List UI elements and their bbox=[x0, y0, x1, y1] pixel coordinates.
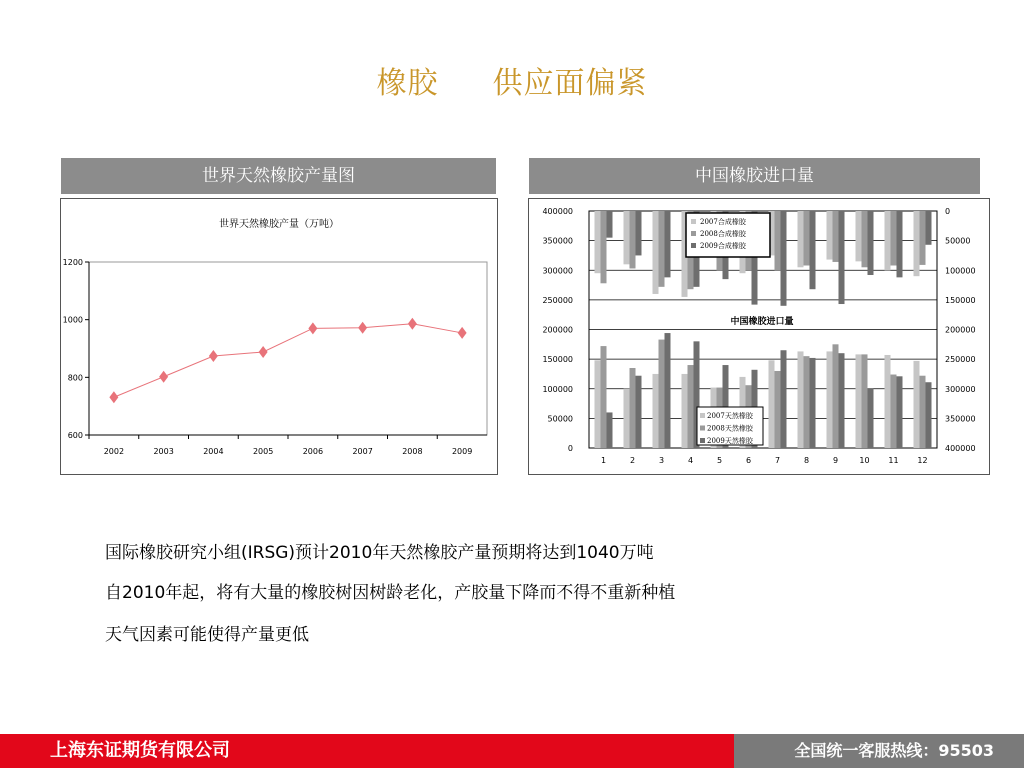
bar-chart-title: 中国橡胶进口量 bbox=[730, 317, 794, 327]
bar-x-tick-label: 1 bbox=[600, 456, 607, 465]
bar-upper-2008合成橡胶 bbox=[891, 211, 897, 266]
body-line-3: 天气因素可能使得产量更低 bbox=[105, 625, 309, 645]
world-rubber-chart bbox=[60, 198, 498, 475]
bar-lower-2008天然橡胶 bbox=[862, 354, 868, 448]
line-x-tick-label: 2008 bbox=[402, 447, 423, 456]
bar-lower-2009天然橡胶 bbox=[665, 333, 671, 448]
bar-left-tick-label: 200000 bbox=[542, 325, 573, 335]
line-y-tick-label: 1200 bbox=[62, 258, 83, 267]
bar-x-tick-label: 11 bbox=[888, 456, 899, 465]
line-y-tick-label: 600 bbox=[67, 431, 83, 440]
line-series-path bbox=[114, 324, 462, 398]
bar-upper-2007合成橡胶 bbox=[827, 211, 833, 260]
bar-left-tick-label: 0 bbox=[567, 444, 573, 453]
line-point-marker bbox=[159, 371, 168, 383]
slide-title-part2: 供应面偏紧 bbox=[492, 66, 648, 101]
bar-right-tick-label: 400000 bbox=[945, 444, 976, 453]
bar-upper-2008合成橡胶 bbox=[601, 211, 607, 283]
bar-upper-2007合成橡胶 bbox=[595, 211, 601, 273]
bar-left-tick-label: 350000 bbox=[542, 236, 573, 246]
world-rubber-line-chart bbox=[61, 199, 497, 474]
bar-right-tick-label: 150000 bbox=[945, 295, 976, 305]
bar-lower-2009天然橡胶 bbox=[607, 412, 613, 448]
bar-lower-2008天然橡胶 bbox=[833, 344, 839, 448]
bar-left-tick-label: 250000 bbox=[542, 295, 573, 305]
bar-upper-2007合成橡胶 bbox=[856, 211, 862, 261]
bar-lower-2007天然橡胶 bbox=[798, 351, 804, 448]
bar-lower-2009天然橡胶 bbox=[897, 376, 903, 448]
line-point-marker bbox=[109, 391, 118, 403]
bar-lower-2007天然橡胶 bbox=[595, 360, 601, 448]
bar-right-tick-label: 350000 bbox=[945, 414, 976, 424]
bar-lower-2009天然橡胶 bbox=[868, 389, 874, 448]
bar-right-tick-label: 50000 bbox=[945, 236, 971, 246]
bar-upper-2009合成橡胶 bbox=[926, 211, 932, 245]
bar-lower-2007天然橡胶 bbox=[653, 374, 659, 448]
body-line-1: 国际橡胶研究小组(IRSG)预计2010年天然橡胶产量预期将达到1040万吨 bbox=[105, 543, 654, 563]
bar-x-tick-label: 4 bbox=[687, 456, 694, 465]
line-x-tick-label: 2006 bbox=[302, 447, 324, 456]
bar-upper-2009合成橡胶 bbox=[781, 211, 787, 306]
bar-lower-legend-label: 2009天然橡胶 bbox=[707, 437, 753, 445]
bar-lower-legend-swatch bbox=[700, 438, 705, 443]
line-x-tick-label: 2002 bbox=[103, 447, 125, 456]
world-rubber-header: 世界天然橡胶产量图 bbox=[61, 158, 496, 194]
line-x-tick-label: 2007 bbox=[352, 447, 373, 456]
bar-lower-2007天然橡胶 bbox=[914, 361, 920, 448]
china-import-chart bbox=[528, 198, 990, 475]
slide-title bbox=[0, 58, 1024, 102]
bar-upper-2008合成橡胶 bbox=[659, 211, 665, 287]
line-x-tick-label: 2005 bbox=[252, 447, 274, 456]
line-chart-title: 世界天然橡胶产量（万吨） bbox=[219, 219, 339, 230]
bar-lower-legend-swatch bbox=[700, 426, 705, 431]
china-import-header: 中国橡胶进口量 bbox=[529, 158, 980, 194]
line-x-tick-label: 2009 bbox=[451, 447, 473, 456]
bar-upper-2008合成橡胶 bbox=[775, 211, 781, 270]
bar-upper-2009合成橡胶 bbox=[636, 211, 642, 255]
bar-upper-2008合成橡胶 bbox=[833, 211, 839, 262]
bar-lower-2009天然橡胶 bbox=[636, 376, 642, 448]
bar-x-tick-label: 8 bbox=[803, 456, 810, 465]
bar-lower-2008天然橡胶 bbox=[659, 340, 665, 448]
bar-upper-legend-label: 2007合成橡胶 bbox=[700, 218, 746, 226]
bar-x-tick-label: 3 bbox=[658, 456, 665, 465]
line-y-tick-label: 1000 bbox=[62, 315, 83, 325]
bar-lower-legend-swatch bbox=[700, 413, 705, 418]
bar-upper-2008合成橡胶 bbox=[804, 211, 810, 266]
bar-left-tick-label: 50000 bbox=[547, 414, 573, 424]
bar-lower-legend-label: 2007天然橡胶 bbox=[707, 412, 753, 420]
bar-lower-2007天然橡胶 bbox=[624, 389, 630, 448]
bar-upper-2009合成橡胶 bbox=[607, 211, 613, 238]
bar-lower-2007天然橡胶 bbox=[827, 351, 833, 448]
bar-lower-2008天然橡胶 bbox=[920, 376, 926, 448]
bar-right-tick-label: 250000 bbox=[945, 355, 976, 365]
bar-left-tick-label: 100000 bbox=[542, 384, 573, 394]
bar-upper-2009合成橡胶 bbox=[839, 211, 845, 304]
bar-upper-2009合成橡胶 bbox=[868, 211, 874, 275]
bar-lower-2007天然橡胶 bbox=[769, 360, 775, 448]
bar-lower-2009天然橡胶 bbox=[810, 358, 816, 448]
bar-left-tick-label: 300000 bbox=[542, 266, 573, 276]
bar-upper-legend-label: 2008合成橡胶 bbox=[700, 230, 746, 238]
bar-lower-2007天然橡胶 bbox=[885, 355, 891, 448]
line-y-tick-label: 800 bbox=[67, 373, 83, 383]
line-point-marker bbox=[408, 318, 417, 330]
bar-x-tick-label: 5 bbox=[716, 456, 723, 465]
bar-lower-2007天然橡胶 bbox=[856, 354, 862, 448]
bar-upper-legend-swatch bbox=[691, 243, 696, 248]
china-import-bar-chart bbox=[529, 199, 989, 474]
bar-right-tick-label: 200000 bbox=[945, 325, 976, 335]
bar-left-tick-label: 150000 bbox=[542, 355, 573, 365]
bar-lower-2009天然橡胶 bbox=[926, 382, 932, 448]
bar-lower-2007天然橡胶 bbox=[682, 374, 688, 448]
bar-upper-2007合成橡胶 bbox=[914, 211, 920, 276]
bar-lower-2009天然橡胶 bbox=[839, 353, 845, 448]
bar-right-tick-label: 300000 bbox=[945, 384, 976, 394]
bar-right-tick-label: 100000 bbox=[945, 266, 976, 276]
bar-x-tick-label: 7 bbox=[774, 456, 781, 465]
bar-lower-2008天然橡胶 bbox=[601, 346, 607, 448]
bar-upper-2008合成橡胶 bbox=[862, 211, 868, 267]
bar-upper-2007合成橡胶 bbox=[885, 211, 891, 270]
bar-lower-legend-label: 2008天然橡胶 bbox=[707, 424, 753, 433]
bar-upper-2008合成橡胶 bbox=[630, 211, 636, 268]
footer-company: 上海东证期货有限公司 bbox=[50, 740, 230, 761]
slide-title-part1: 橡胶 bbox=[376, 66, 439, 101]
bar-lower-2008天然橡胶 bbox=[688, 365, 694, 448]
bar-lower-2008天然橡胶 bbox=[775, 371, 781, 448]
bar-upper-2009合成橡胶 bbox=[665, 211, 671, 277]
bar-upper-2009合成橡胶 bbox=[897, 211, 903, 277]
bar-lower-2008天然橡胶 bbox=[804, 356, 810, 448]
line-x-tick-label: 2003 bbox=[153, 447, 174, 456]
line-x-tick-label: 2004 bbox=[203, 447, 224, 456]
bar-upper-2008合成橡胶 bbox=[920, 211, 926, 265]
bar-lower-2008天然橡胶 bbox=[891, 375, 897, 448]
footer-bar bbox=[0, 734, 1024, 768]
line-point-marker bbox=[308, 322, 317, 334]
bar-upper-legend-swatch bbox=[691, 231, 696, 236]
bar-x-tick-label: 2 bbox=[629, 456, 636, 465]
bar-upper-2007合成橡胶 bbox=[624, 211, 630, 264]
bar-x-tick-label: 6 bbox=[745, 456, 752, 465]
bar-upper-legend-label: 2009合成橡胶 bbox=[700, 242, 746, 250]
footer-hotline: 全国统一客服热线：95503 bbox=[734, 734, 1024, 768]
bar-lower-2008天然橡胶 bbox=[630, 368, 636, 448]
bar-right-tick-label: 0 bbox=[945, 207, 951, 216]
line-point-marker bbox=[358, 322, 367, 334]
bar-upper-2007合成橡胶 bbox=[798, 211, 804, 267]
bar-lower-2009天然橡胶 bbox=[781, 350, 787, 448]
bar-x-tick-label: 12 bbox=[917, 456, 928, 465]
bar-upper-2009合成橡胶 bbox=[810, 211, 816, 289]
line-point-marker bbox=[259, 346, 268, 358]
line-point-marker bbox=[458, 327, 467, 339]
bar-x-tick-label: 10 bbox=[859, 456, 870, 465]
line-plot-frame bbox=[89, 262, 487, 435]
bar-left-tick-label: 400000 bbox=[542, 207, 573, 216]
body-line-2: 自2010年起，将有大量的橡胶树因树龄老化，产胶量下降而不得不重新种植 bbox=[105, 583, 676, 603]
line-point-marker bbox=[209, 350, 218, 362]
bar-x-tick-label: 9 bbox=[832, 456, 839, 465]
bar-upper-legend-swatch bbox=[691, 219, 696, 224]
bar-upper-2007合成橡胶 bbox=[653, 211, 659, 294]
